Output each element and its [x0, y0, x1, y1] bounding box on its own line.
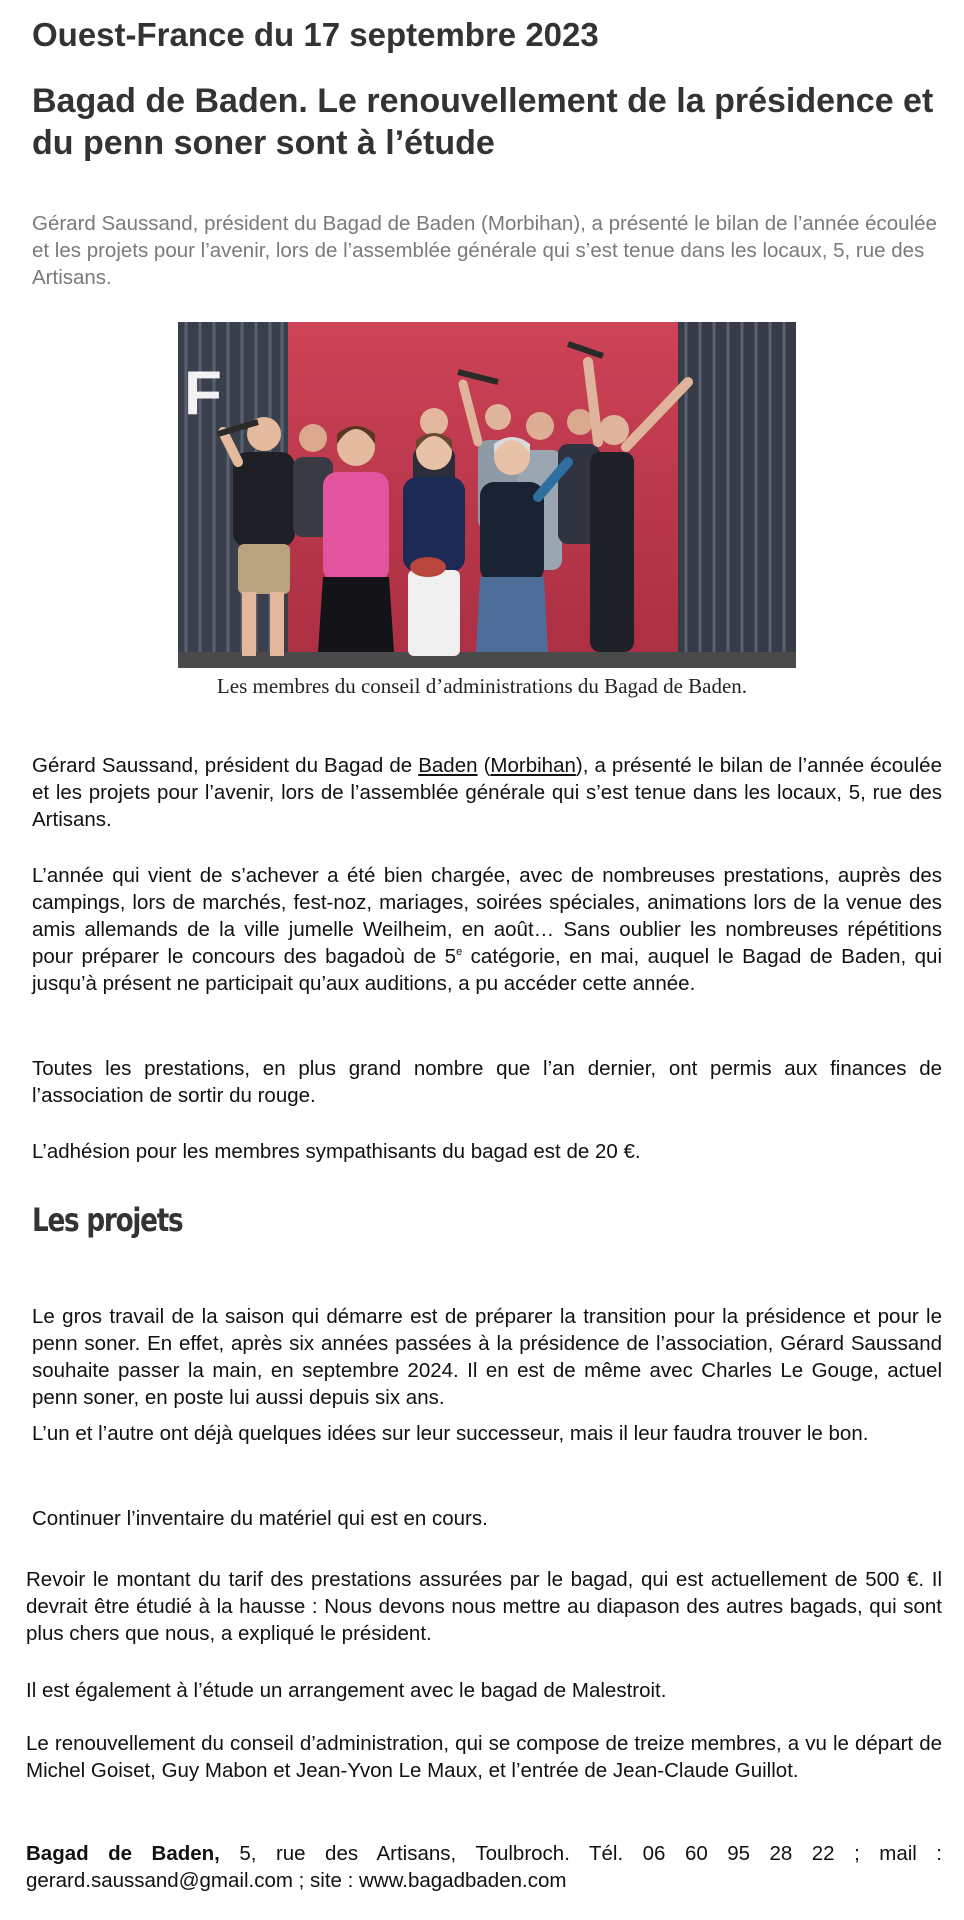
projects-paragraph-6: Le renouvellement du conseil d’administration, qui se compose de treize membres, a vu le départ de Michel Goiset, Guy Mabon et Jean-Yvon Le Maux, et l’entrée de Jean-Claude Guillot.: [26, 1732, 942, 1782]
group-photo-illustration: [178, 322, 796, 668]
group-photo: [178, 322, 796, 668]
projects-paragraph-5: Il est également à l’étude un arrangement avec le bagad de Malestroit.: [26, 1679, 667, 1702]
contact-details: 5, rue des Artisans, Toulbroch. Tél. 06 60 95 28 22 ; mail : gerard.saussand@gmail.com ; site : www.bagadbaden.com: [26, 1842, 943, 1892]
projects-paragraph-1: Le gros travail de la saison qui démarre est de préparer la transition pour la présidence et pour le penn soner. En effet, après six années passées à la présidence de l’association, Gérard Saussand souhaite passer la main, en septembre 2024. Il en est de même avec Charles Le Gouge, actuel penn soner, en poste lui aussi depuis six ans.: [32, 1305, 942, 1409]
projects-paragraph-4: Revoir le montant du tarif des prestations assurées par le bagad, qui est actuellement de 500 €. Il devrait être étudié à la hausse : Nous devons nous mettre au diapason des autres bagads, qui sont plus chers que nous, a expliqué le président.: [26, 1568, 942, 1645]
projects-paragraph-2: L’un et l’autre ont déjà quelques idées sur leur successeur, mais il leur faudra trouver le bon.: [32, 1422, 869, 1445]
photo-caption: Les membres du conseil d’administrations du Bagad de Baden.: [216, 674, 748, 698]
source-date: Ouest-France du 17 septembre 2023: [32, 16, 599, 53]
link-morbihan[interactable]: Morbihan: [490, 754, 576, 777]
body-paragraph-1: Gérard Saussand, président du Bagad de Baden (Morbihan), a présenté le bilan de l’année écoulée et les projets pour l’avenir, lors de l’assemblée générale qui s’est tenue dans les locaux, 5, rue des Artisans.: [32, 754, 942, 831]
link-baden[interactable]: Baden: [418, 754, 478, 777]
door-letter: F: [184, 359, 222, 428]
contact-info: [26, 1840, 942, 1894]
body-paragraph-3: Toutes les prestations, en plus grand nombre que l’an dernier, ont permis aux finances de l’association de sortir du rouge.: [32, 1057, 942, 1107]
section-title: Les projets: [32, 1201, 183, 1239]
projects-paragraph-3: Continuer l’inventaire du matériel qui est en cours.: [32, 1507, 488, 1530]
headline: Bagad de Baden. Le renouvellement de la présidence et du penn soner sont à l’étude: [32, 82, 934, 162]
chapo: Gérard Saussand, président du Bagad de Baden (Morbihan), a présenté le bilan de l’année écoulée et les projets pour l’avenir, lors de l’assemblée générale qui s’est tenue dans les locaux, 5, rue des Artisans.: [32, 212, 937, 289]
body-paragraph-4: L’adhésion pour les membres sympathisants du bagad est de 20 €.: [32, 1140, 641, 1163]
body-paragraph-2: L’année qui vient de s’achever a été bien chargée, avec de nombreuses prestations, auprès des campings, lors de marchés, fest-noz, mariages, soirées spéciales, animations lors de la venue des amis allemands de la ville jumelle Weilheim, en août… Sans oublier les nombreuses répétitions pour préparer le concours des bagadoù de 5e catégorie, en mai, auquel le Bagad de Baden, qui jusqu’à présent ne participait qu’aux auditions, a pu accéder cette année.: [32, 864, 942, 995]
contact-name: Bagad de Baden,: [26, 1842, 220, 1865]
